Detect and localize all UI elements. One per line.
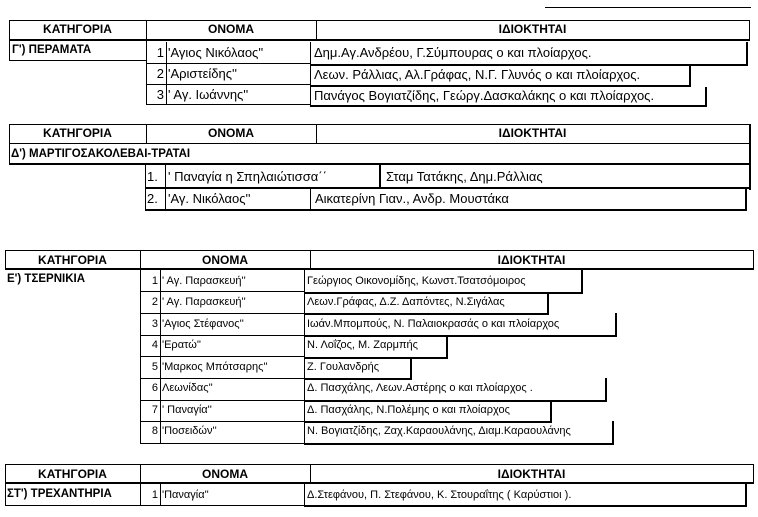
owners-text: Ζ. Γουλανδρής: [307, 361, 380, 373]
owners-text: Ν. Λοΐζος, Μ. Ζαρμπής: [307, 339, 418, 351]
row-number: 1.: [147, 169, 158, 184]
row-number: 1: [156, 45, 164, 60]
vessel-name: ' Αγ. Παρασκευή'': [162, 296, 246, 308]
row-number: 2: [156, 66, 164, 81]
vessel-name: 'Παναγία'': [162, 489, 209, 501]
header-category: ΚΑΤΗΓΟΡΙΑ: [43, 22, 112, 36]
header-owners: ΙΔΙΟΚΤΗΤΑΙ: [498, 22, 567, 36]
row-number: 8: [151, 425, 158, 437]
owners-text: Αικατερίνη Γιαν., Ανδρ. Μουστάκα: [315, 191, 509, 206]
row-number: 1: [151, 275, 158, 287]
vessel-name: 'Ερατώ'': [162, 339, 202, 351]
category-peramata: Γ') ΠΕΡΑΜΑΤΑ: [12, 44, 92, 56]
row-number: 4: [151, 339, 158, 351]
vessel-name: 'Ποσειδών'': [162, 425, 217, 437]
owners-text: Λεων. Ράλλιας, Αλ.Γράφας, Ν.Γ. Γλυνός ο και πλοίαρχος.: [314, 67, 641, 82]
row-number: 6: [151, 382, 158, 394]
vessel-name: ' Αγ. Παρασκευή'': [162, 275, 246, 287]
header-name: ΟΝΟΜΑ: [208, 126, 254, 140]
row-number: 5: [151, 361, 158, 373]
row-number: 1: [151, 489, 158, 501]
owners-text: Δ.Στεφάνου, Π. Στεφάνου, Κ. Στουραΐτης ( Καρύστιοι ).: [307, 489, 572, 501]
row-number: 3: [156, 87, 164, 102]
header-owners: ΙΔΙΟΚΤΗΤΑΙ: [497, 467, 566, 481]
row-number: 3: [151, 318, 158, 330]
vessel-name: 'Μαρκος Μπότσαρης'': [162, 361, 268, 373]
owners-text: Δημ.Αγ.Ανδρέου, Γ.Σύμπουρας ο και πλοίαρχος.: [314, 45, 592, 60]
owners-text: Λεων.Γράφας, Δ.Ζ. Δαπόντες, Ν.Σιγάλας: [307, 296, 505, 308]
owners-text: Ν. Βογιατζίδης, Ζαχ.Καραουλάνης, Διαμ.Καραουλάνης: [307, 425, 571, 437]
vessel-name: ' Παναγία'': [162, 404, 212, 416]
owners-text: Σταμ Τατάκης, Δημ.Ράλλιας: [386, 169, 543, 184]
header-category: ΚΑΤΗΓΟΡΙΑ: [43, 126, 112, 140]
vessel-name: 'Αριστείδης'': [168, 66, 237, 81]
header-category: ΚΑΤΗΓΟΡΙΑ: [38, 467, 107, 481]
header-category: ΚΑΤΗΓΟΡΙΑ: [38, 253, 107, 267]
owners-text: Δ. Πασχάλης, Λεων.Αστέρης ο και πλοίαρχος .: [307, 382, 533, 394]
header-name: ΟΝΟΜΑ: [202, 467, 248, 481]
header-owners: ΙΔΙΟΚΤΗΤΑΙ: [497, 253, 566, 267]
category-martigosakolevai: Δ') ΜΑΡΤΙΓΟΣΑΚΟΛΕΒΑΙ-ΤΡΑΤΑΙ: [11, 148, 191, 160]
row-number: 7: [151, 404, 158, 416]
vessel-name: 'Αγιος Στέφανος'': [162, 318, 244, 330]
row-number: 2: [151, 296, 158, 308]
header-owners: ΙΔΙΟΚΤΗΤΑΙ: [498, 126, 567, 140]
header-name: ΟΝΟΜΑ: [208, 22, 254, 36]
owners-text: Πανάγος Βογιατζίδης, Γεώργ.Δασκαλάκης ο και πλοίαρχος.: [314, 88, 655, 103]
owners-text: Ιωάν.Μπομπούς, Ν. Παλαιοκρασάς ο και πλοίαρχος: [307, 318, 560, 330]
vessel-name: 'Αγιος Νικόλαος'': [168, 45, 264, 60]
header-name: ΟΝΟΜΑ: [202, 253, 248, 267]
vessel-name: ' Παναγία η Σπηλαιώτισσα΄΄: [168, 169, 327, 184]
owners-text: Γεώργιος Οικονομίδης, Κωνστ.Τσατσόμοιρος: [307, 275, 526, 287]
vessel-name: 'Αγ. Νικόλαος'': [168, 191, 251, 206]
row-number: 2.: [147, 191, 158, 206]
owners-text: Δ. Πασχάλης, Ν.Πολέμης ο και πλοίαρχος: [307, 404, 510, 416]
category-trechantiria: ΣΤ') ΤΡΕΧΑΝΤΗΡΙΑ: [7, 488, 112, 500]
category-tsernikia: Ε') ΤΣΕΡΝΙΚΙΑ: [7, 273, 86, 285]
vessel-name: Λεωνίδας'': [162, 382, 213, 394]
vessel-name: ' Αγ. Ιωάννης'': [168, 87, 249, 102]
